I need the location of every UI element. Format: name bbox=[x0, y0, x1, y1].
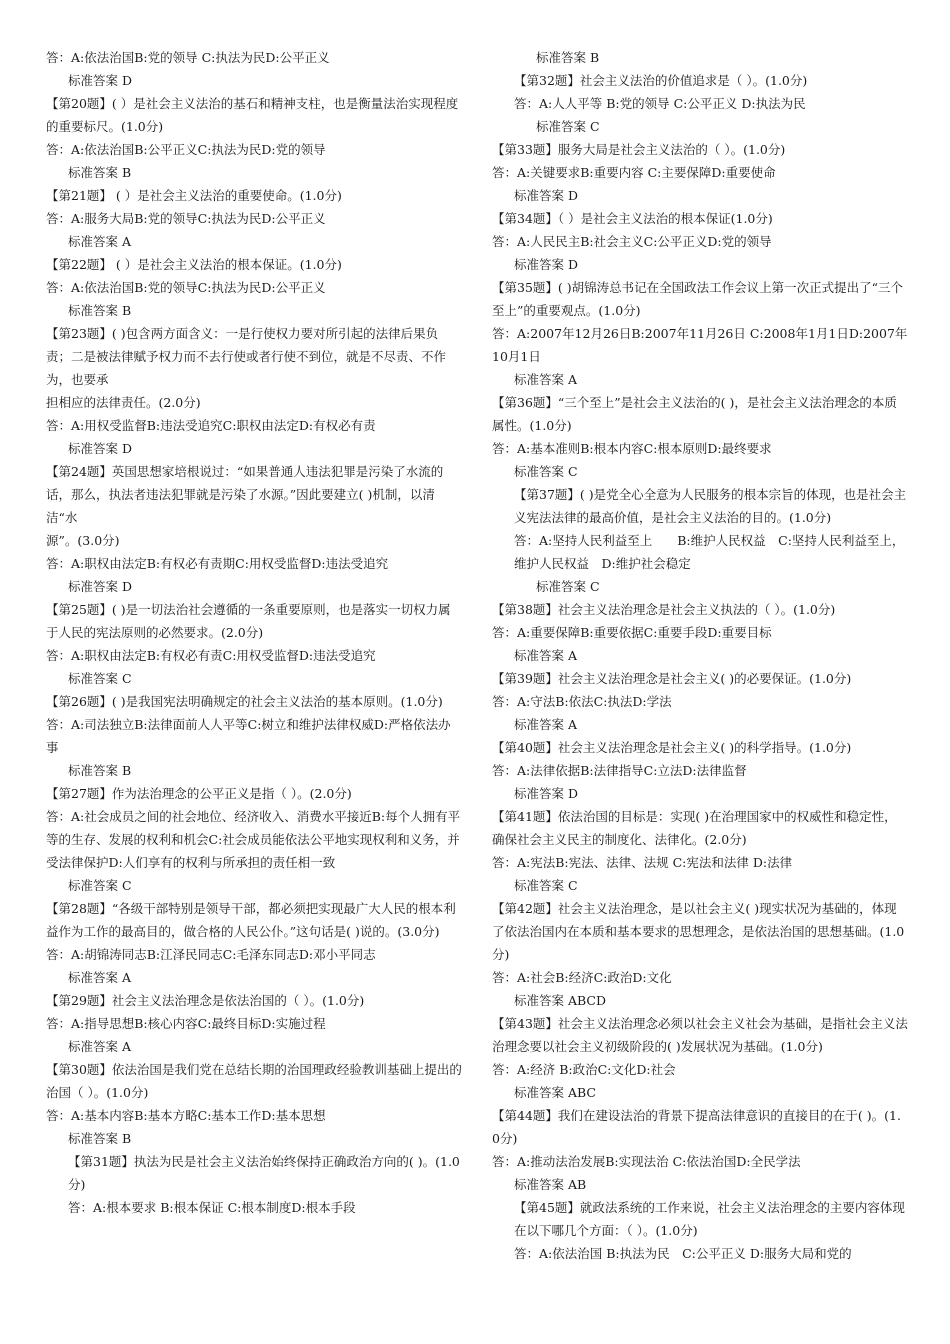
answer-options: 答：A:职权由法定B:有权必有责期C:用权受监督D:违法受追究 bbox=[46, 556, 389, 571]
standard-answer: 标准答案 A bbox=[68, 1039, 132, 1054]
question-text: 【第21题】 ( ）是社会主义法治的重要使命。(1.0分) bbox=[46, 188, 342, 203]
answer-options: 答：A:人人平等 B:党的领导 C:公平正义 D:执法为民 bbox=[514, 96, 806, 111]
standard-answer: 标准答案 C bbox=[68, 878, 132, 893]
answer-options: 答：A:胡锦涛同志B:江泽民同志C:毛泽东同志D:邓小平同志 bbox=[46, 947, 376, 962]
standard-answer: 标准答案 ABCD bbox=[514, 993, 607, 1008]
standard-answer: 标准答案 D bbox=[514, 188, 578, 203]
standard-answer: 标准答案 C bbox=[536, 119, 600, 134]
standard-answer: 标准答案 B bbox=[68, 763, 132, 778]
answer-options: 答：A:依法治国B:公平正义C:执法为民D:党的领导 bbox=[46, 142, 326, 157]
standard-answer: 标准答案 D bbox=[68, 579, 132, 594]
standard-answer: 标准答案 A bbox=[514, 372, 578, 387]
standard-answer: 标准答案 AB bbox=[514, 1177, 587, 1192]
standard-answer: 标准答案 D bbox=[68, 73, 132, 88]
answer-options: 答：A:司法独立B:法律面前人人平等C:树立和维护法律权威D:严格依法办事 bbox=[46, 717, 451, 755]
answer-options: 答：A:法律依据B:法律指导C:立法D:法律监督 bbox=[492, 763, 747, 778]
question-text: 【第28题】“各级干部特别是领导干部，都必须把实现最广大人民的根本利益作为工作的最高目的，做合格的人民公仆。”这句话是( )说的。(3.0分) bbox=[46, 901, 456, 939]
question-text: 【第29题】社会主义法治理念是依法治国的（ ）。(1.0分) bbox=[46, 993, 365, 1008]
question-text: 【第27题】作为法治理念的公平正义是指（ ）。(2.0分) bbox=[46, 786, 352, 801]
question-text: 【第31题】执法为民是社会主义法治始终保持正确政治方向的( )。(1.0分) bbox=[68, 1154, 460, 1192]
question-text: 【第24题】英国思想家培根说过：“如果普通人违法犯罪是污染了水流的话，那么，执法者违法犯罪就是污染了水源。”因此要建立( )机制，以清洁“水 bbox=[46, 464, 444, 525]
standard-answer: 标准答案 C bbox=[68, 671, 132, 686]
answer-options: 答：A:依法治国 B:执法为民 C:公平正义 D:服务大局和党的 bbox=[514, 1246, 852, 1261]
question-text: 【第33题】服务大局是社会主义法治的（ ）。(1.0分) bbox=[492, 142, 786, 157]
standard-answer: 标准答案 C bbox=[536, 579, 600, 594]
question-text: 【第38题】社会主义法治理念是社会主义执法的（ ）。(1.0分) bbox=[492, 602, 836, 617]
standard-answer: 标准答案 D bbox=[514, 786, 578, 801]
standard-answer: 标准答案 A bbox=[514, 648, 578, 663]
answer-options: 答：A:指导思想B:核心内容C:最终目标D:实施过程 bbox=[46, 1016, 326, 1031]
standard-answer: 标准答案 C bbox=[514, 878, 578, 893]
question-text: 【第23题】( )包含两方面含义：一是行使权力要对所引起的法律后果负责；二是被法律赋予权力而不去行使或者行使不到位，就是不尽责、不作为，也要承 bbox=[46, 326, 447, 387]
standard-answer: 标准答案 D bbox=[68, 441, 132, 456]
question-text: 【第43题】社会主义法治理念必须以社会主义社会为基础，是指社会主义法治理念要以社会主义初级阶段的( )发展状况为基础。(1.0分) bbox=[492, 1016, 908, 1054]
question-text: 【第32题】社会主义法治的价值追求是（ ）。(1.0分) bbox=[514, 73, 808, 88]
answer-options: 答：A:推动法治发展B:实现法治 C:依法治国D:全民学法 bbox=[492, 1154, 801, 1169]
question-text: 【第26题】( )是我国宪法明确规定的社会主义法治的基本原则。(1.0分) bbox=[46, 694, 443, 709]
standard-answer: 标准答案 B bbox=[536, 50, 600, 65]
answer-options: 答：A:用权受监督B:违法受追究C:职权由法定D:有权必有责 bbox=[46, 418, 376, 433]
question-text: 【第39题】社会主义法治理念是社会主义( )的必要保证。(1.0分) bbox=[492, 671, 852, 686]
answer-options: 答：A:经济 B:政治C:文化D:社会 bbox=[492, 1062, 676, 1077]
answer-options: 答：A:关键要求B:重要内容 C:主要保障D:重要使命 bbox=[492, 165, 776, 180]
question-text: 【第41题】依法治国的目标是：实现( )在治理国家中的权威性和稳定性，确保社会主义民主的制度化、法律化。(2.0分) bbox=[492, 809, 897, 847]
question-text: 【第42题】社会主义法治理念，是以社会主义( )现实状况为基础的，体现了依法治国内在本质和基本要求的思想理念，是依法治国的思想基础。(1.0分) bbox=[492, 901, 905, 962]
answer-options: 答：A:基本内容B:基本方略C:基本工作D:基本思想 bbox=[46, 1108, 326, 1123]
standard-answer: 标准答案 A bbox=[68, 970, 132, 985]
answer-options: 答：A:社会成员之间的社会地位、经济收入、消费水平接近B:每个人拥有平等的生存、发展的权利和机会C:社会成员能依法公平地实现权利和义务，并受法律保护D:人们享有的权利与所承担的责任相一致 bbox=[46, 809, 461, 870]
answer-options: 答：A:社会B:经济C:政治D:文化 bbox=[492, 970, 672, 985]
right-column bbox=[492, 46, 908, 1265]
standard-answer: 标准答案 B bbox=[68, 165, 132, 180]
answer-options: 答：A:依法治国B:党的领导 C:执法为民D:公平正义 bbox=[46, 50, 330, 65]
question-text: 【第34题】（ ）是社会主义法治的根本保证(1.0分) bbox=[492, 211, 773, 226]
standard-answer: 标准答案 B bbox=[68, 1131, 132, 1146]
question-text-continued: 源”。(3.0分) bbox=[46, 533, 120, 548]
standard-answer: 标准答案 C bbox=[514, 464, 578, 479]
standard-answer: 标准答案 B bbox=[68, 303, 132, 318]
answer-options: 答：A:服务大局B:党的领导C:执法为民D:公平正义 bbox=[46, 211, 326, 226]
question-text: 【第35题】( )胡锦涛总书记在全国政法工作会议上第一次正式提出了“三个至上”的重要观点。(1.0分) bbox=[492, 280, 904, 318]
answer-options: 答：A:重要保障B:重要依据C:重要手段D:重要目标 bbox=[492, 625, 772, 640]
answer-options: 答：A:依法治国B:党的领导C:执法为民D:公平正义 bbox=[46, 280, 326, 295]
standard-answer: 标准答案 D bbox=[514, 257, 578, 272]
standard-answer: 标准答案 ABC bbox=[514, 1085, 596, 1100]
question-text-continued: 担相应的法律责任。(2.0分) bbox=[46, 395, 201, 410]
answer-options: 答：A:宪法B:宪法、法律、法规 C:宪法和法律 D:法律 bbox=[492, 855, 793, 870]
question-text: 【第22题】 ( ）是社会主义法治的根本保证。(1.0分) bbox=[46, 257, 342, 272]
question-text: 【第20题】( ）是社会主义法治的基石和精神支柱，也是衡量法治实现程度的重要标尺。(1.0分) bbox=[46, 96, 459, 134]
answer-options: 答：A:2007年12月26日B:2007年11月26日 C:2008年1月1日D:2007年10月1日 bbox=[492, 326, 908, 364]
question-text: 【第30题】依法治国是我们党在总结长期的治国理政经验教训基础上提出的治国（ ）。(1.0分) bbox=[46, 1062, 462, 1100]
standard-answer: 标准答案 A bbox=[68, 234, 132, 249]
left-column bbox=[46, 46, 462, 1219]
answer-options: 答：A:根本要求 B:根本保证 C:根本制度D:根本手段 bbox=[68, 1200, 356, 1215]
answer-options: 答：A:人民民主B:社会主义C:公平正义D:党的领导 bbox=[492, 234, 772, 249]
question-text: 【第25题】( )是一切法治社会遵循的一条重要原则，也是落实一切权力属于人民的宪法原则的必然要求。(2.0分) bbox=[46, 602, 451, 640]
answer-options: 答：A:职权由法定B:有权必有责C:用权受监督D:违法受追究 bbox=[46, 648, 376, 663]
question-text: 【第44题】我们在建设法治的背景下提高法律意识的直接目的在于( )。(1.0分) bbox=[492, 1108, 901, 1146]
answer-options: 答：A:坚持人民利益至上 B:维护人民权益 C:坚持人民利益至上，维护人民权益 D:维护社会稳定 bbox=[514, 533, 905, 571]
standard-answer: 标准答案 A bbox=[514, 717, 578, 732]
question-text: 【第37题】( )是党全心全意为人民服务的根本宗旨的体现，也是社会主义宪法法律的最高价值，是社会主义法治的目的。(1.0分) bbox=[514, 487, 907, 525]
question-text: 【第40题】社会主义法治理念是社会主义( )的科学指导。(1.0分) bbox=[492, 740, 852, 755]
question-text: 【第45题】就政法系统的工作来说，社会主义法治理念的主要内容体现在以下哪几个方面：（ ）。(1.0分) bbox=[514, 1200, 905, 1238]
answer-options: 答：A:基本准则B:根本内容C:根本原则D:最终要求 bbox=[492, 441, 772, 456]
answer-options: 答：A:守法B:依法C:执法D:学法 bbox=[492, 694, 672, 709]
question-text: 【第36题】“三个至上”是社会主义法治的( )，是社会主义法治理念的本质属性。(1.0分) bbox=[492, 395, 897, 433]
